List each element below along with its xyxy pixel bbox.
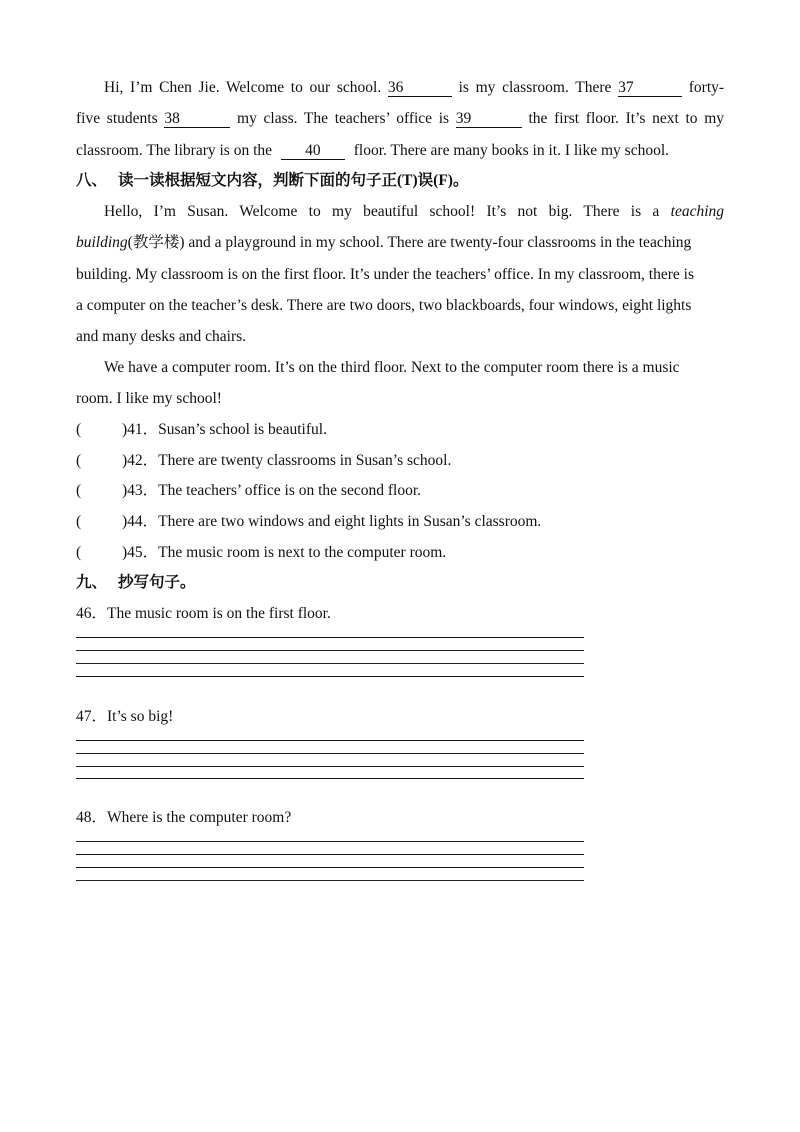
- copy-question-48: 48．Where is the computer room?: [76, 809, 292, 826]
- tf-item-44[interactable]: [76, 512, 541, 532]
- section-9-title: 抄写句子。: [118, 574, 196, 591]
- writing-line[interactable]: [76, 778, 584, 779]
- blank-36[interactable]: 36: [388, 79, 452, 97]
- writing-line[interactable]: [76, 766, 584, 767]
- cloze-text: classroom. The library is on the: [76, 142, 273, 159]
- section-9-number: 九、: [76, 574, 108, 591]
- writing-line[interactable]: [76, 740, 584, 741]
- writing-line[interactable]: [76, 637, 584, 638]
- copy-question-46: 46．The music room is on the first floor.: [76, 605, 331, 622]
- writing-line[interactable]: [76, 753, 584, 754]
- tf-item-42[interactable]: [76, 451, 451, 471]
- writing-line[interactable]: [76, 676, 584, 677]
- passage-italic: teaching: [670, 203, 725, 220]
- question-number: )42．: [122, 452, 159, 469]
- answer-paren[interactable]: (: [76, 421, 82, 438]
- cloze-text: floor. There are many books in it. I like my school.: [353, 142, 670, 159]
- answer-paren[interactable]: (: [76, 482, 82, 499]
- tf-item-41[interactable]: [76, 420, 327, 440]
- cloze-text: my class. The teachers’ office is: [237, 110, 450, 127]
- section-8-number: 八、: [76, 172, 108, 189]
- passage-text: Hello, I’m Susan. Welcome to my beautiful school! It’s not big. There is a: [104, 203, 660, 220]
- cloze-line-1: [76, 78, 724, 98]
- answer-paren[interactable]: (: [76, 452, 82, 469]
- question-text: Susan’s school is beautiful.: [158, 421, 327, 438]
- writing-line[interactable]: [76, 854, 584, 855]
- section-8-heading: [76, 171, 724, 191]
- tf-item-45[interactable]: [76, 543, 446, 563]
- answer-paren[interactable]: (: [76, 544, 82, 561]
- cloze-text: forty-: [688, 79, 725, 96]
- blank-38[interactable]: 38: [164, 110, 230, 128]
- blank-39[interactable]: 39: [456, 110, 522, 128]
- passage-text: (教学楼) and a playground in my school. There are twenty-four classrooms in the teaching: [127, 234, 692, 251]
- cloze-text: Hi, I’m Chen Jie. Welcome to our school.: [104, 79, 382, 96]
- cloze-text: is my classroom. There: [458, 79, 612, 96]
- cloze-text: five students: [76, 110, 158, 127]
- passage-line-6: We have a computer room. It’s on the third floor. Next to the computer room there is a music: [104, 359, 680, 376]
- question-number: )45．: [122, 544, 159, 561]
- writing-line[interactable]: [76, 880, 584, 881]
- writing-line[interactable]: [76, 867, 584, 868]
- passage-italic: building: [76, 234, 128, 251]
- question-number: )43．: [122, 482, 159, 499]
- writing-line[interactable]: [76, 650, 584, 651]
- section-9-heading: [76, 573, 724, 593]
- passage-line-1: [76, 202, 724, 222]
- question-number: )41．: [122, 421, 159, 438]
- copy-question-47: 47．It’s so big!: [76, 708, 174, 725]
- question-text: There are two windows and eight lights in Susan’s classroom.: [158, 513, 542, 530]
- cloze-text: the first floor. It’s next to my: [528, 110, 725, 127]
- passage-line-5: and many desks and chairs.: [76, 328, 247, 345]
- blank-40[interactable]: 40: [281, 142, 345, 160]
- answer-paren[interactable]: (: [76, 513, 82, 530]
- blank-37[interactable]: 37: [618, 79, 682, 97]
- writing-line[interactable]: [76, 663, 584, 664]
- question-text: There are twenty classrooms in Susan’s school.: [158, 452, 452, 469]
- question-text: The music room is next to the computer room.: [158, 544, 447, 561]
- writing-line[interactable]: [76, 841, 584, 842]
- section-8-title: 读一读根据短文内容，判断下面的句子正(T)误(F)。: [118, 172, 469, 189]
- passage-line-7: room. I like my school!: [76, 390, 222, 407]
- passage-line-2: [76, 233, 724, 253]
- passage-line-4: a computer on the teacher’s desk. There are two doors, two blackboards, four windows, eight lights: [76, 297, 692, 314]
- passage-line-3: building. My classroom is on the first floor. It’s under the teachers’ office. In my classroom, there is: [76, 266, 694, 283]
- cloze-line-3: [76, 141, 724, 161]
- tf-item-43[interactable]: [76, 481, 421, 501]
- question-number: )44．: [122, 513, 159, 530]
- question-text: The teachers’ office is on the second floor.: [158, 482, 421, 499]
- cloze-line-2: [76, 109, 724, 129]
